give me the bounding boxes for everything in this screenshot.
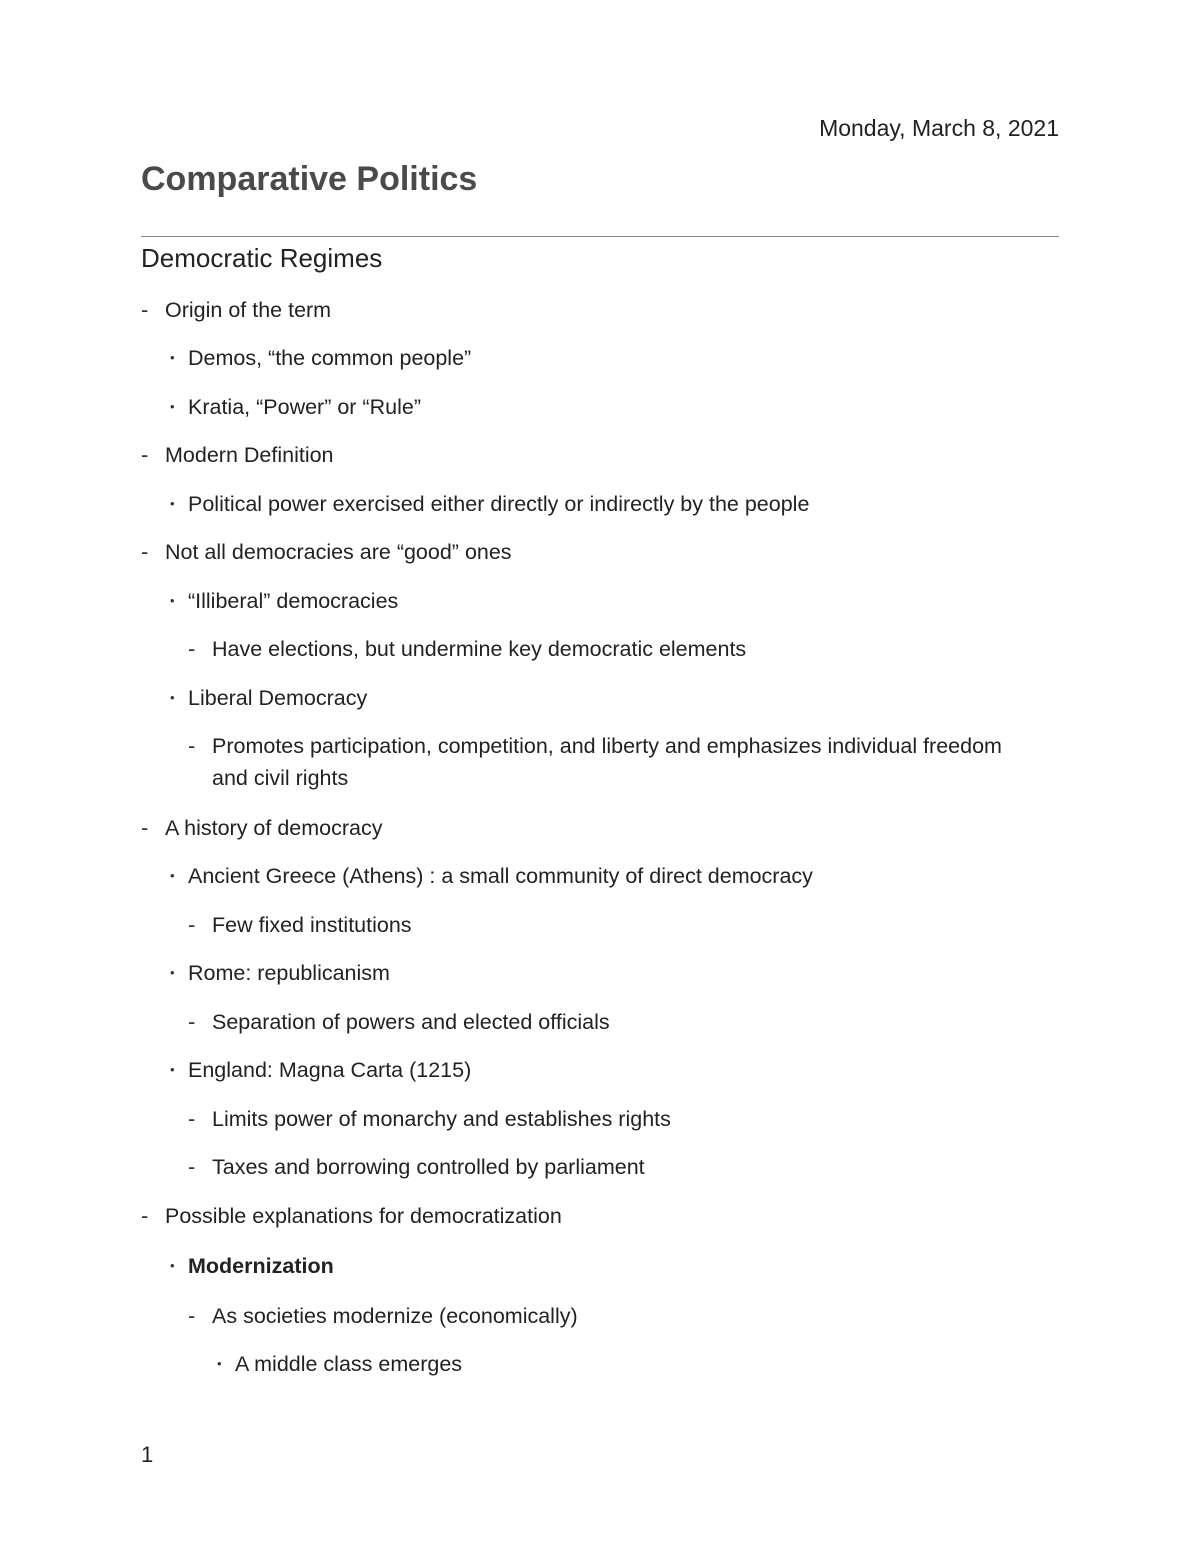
page-number: 1 [141, 1442, 154, 1467]
outline-item-text: Political power exercised either directly or indirectly by the people [188, 492, 810, 516]
document-date: Monday, March 8, 2021 [819, 115, 1059, 141]
dash-marker: - [141, 297, 149, 322]
bullet-marker: • [170, 868, 175, 883]
outline-item-text: Not all democracies are “good” ones [165, 540, 512, 564]
outline-item-text: As societies modernize (economically) [212, 1304, 578, 1328]
dash-marker: - [141, 442, 149, 467]
outline-item-text: Ancient Greece (Athens) : a small community of direct democracy [188, 864, 813, 888]
outline-item-text: A history of democracy [165, 816, 383, 840]
bullet-marker: • [170, 1062, 175, 1077]
outline-item-text: Modernization [188, 1254, 334, 1278]
bullet-marker: • [170, 399, 175, 414]
document-title: Comparative Politics [141, 160, 478, 198]
dash-marker: - [141, 539, 149, 564]
dash-marker: - [188, 1154, 196, 1179]
title-divider [141, 236, 1059, 237]
bullet-marker: • [170, 1258, 175, 1273]
outline-item-text: Few fixed institutions [212, 913, 412, 937]
outline-item-text: England: Magna Carta (1215) [188, 1058, 472, 1082]
outline-item-text: Liberal Democracy [188, 686, 368, 710]
outline-item-text: “Illiberal” democracies [188, 589, 399, 613]
dash-marker: - [188, 733, 196, 758]
dash-marker: - [141, 815, 149, 840]
bullet-marker: • [217, 1356, 222, 1371]
outline-item-text: Demos, “the common people” [188, 346, 472, 370]
dash-marker: - [141, 1203, 149, 1228]
outline-item-text: A middle class emerges [235, 1352, 463, 1376]
bullet-marker: • [170, 690, 175, 705]
dash-marker: - [188, 912, 196, 937]
outline-item-text: Origin of the term [165, 298, 332, 322]
bullet-marker: • [170, 496, 175, 511]
outline-item-text: Limits power of monarchy and establishes rights [212, 1107, 671, 1131]
outline-item-text: Have elections, but undermine key democratic elements [212, 637, 747, 661]
bullet-marker: • [170, 350, 175, 365]
dash-marker: - [188, 1009, 196, 1034]
bullet-marker: • [170, 593, 175, 608]
outline-item-text: Possible explanations for democratization [165, 1204, 562, 1228]
outline-item-text: Rome: republicanism [188, 961, 390, 985]
dash-marker: - [188, 1106, 196, 1131]
dash-marker: - [188, 636, 196, 661]
bullet-marker: • [170, 965, 175, 980]
outline-item-text: Taxes and borrowing controlled by parliament [212, 1155, 645, 1179]
outline-item-text: Separation of powers and elected officials [212, 1010, 610, 1034]
outline-item-text: Promotes participation, competition, and liberty and emphasizes individual freedom and civil rights [212, 734, 1002, 790]
section-heading: Democratic Regimes [141, 243, 383, 273]
dash-marker: - [188, 1303, 196, 1328]
outline-item-text: Modern Definition [165, 443, 334, 467]
outline-item-text: Kratia, “Power” or “Rule” [188, 395, 421, 419]
